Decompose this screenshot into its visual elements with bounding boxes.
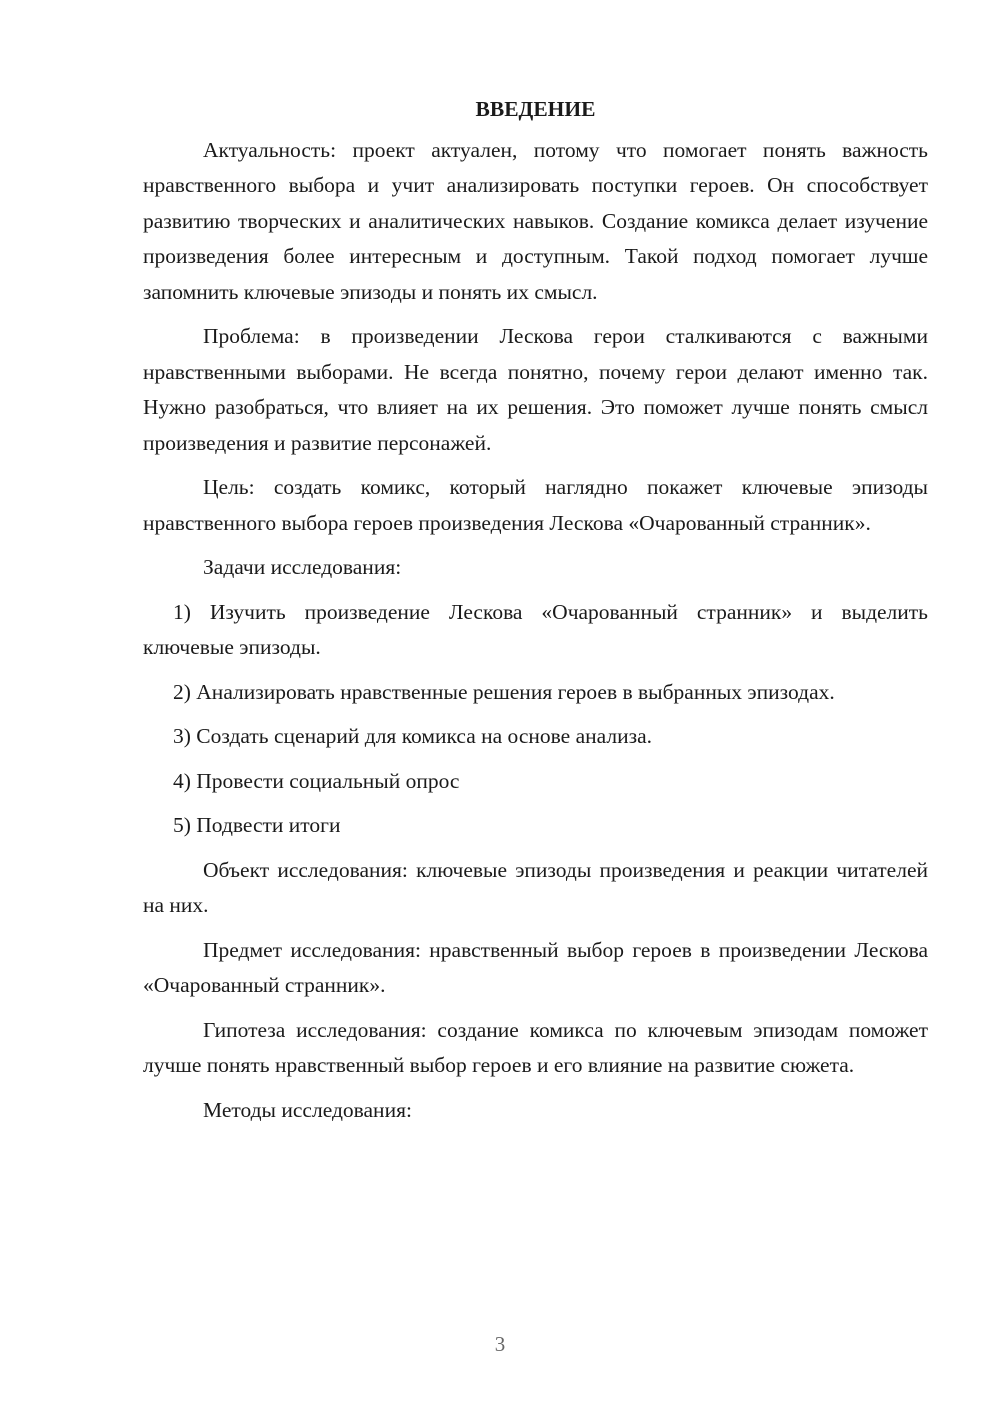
- paragraph-subject: Предмет исследования: нравственный выбор героев в произведении Лескова «Очарованный странник».: [143, 937, 928, 997]
- page-number: 3: [494, 1332, 506, 1356]
- task-item-3: 3) Создать сценарий для комикса на основе анализа.: [173, 724, 653, 748]
- paragraph-goal: Цель: создать комикс, который наглядно покажет ключевые эпизоды нравственного выбора героев произведения Лескова «Очарованный странник».: [143, 475, 928, 535]
- tasks-heading: Задачи исследования:: [203, 555, 402, 579]
- section-title: ВВЕДЕНИЕ: [475, 97, 596, 121]
- paragraph-hypothesis: Гипотеза исследования: создание комикса по ключевым эпизодам поможет лучше понять нравственный выбор героев и его влияние на развитие сюжета.: [143, 1017, 928, 1077]
- task-item-4: 4) Провести социальный опрос: [173, 768, 460, 793]
- paragraph-relevance: Актуальность: проект актуален, потому что помогает понять важность нравственного выбора и учит анализировать поступки героев. Он способствует развитию творческих и аналитических навыков. Создание комикса делает изучение произведения более интересным и доступным. Такой подход помогает лучше запомнить ключевые эпизоды и понять их смысл.: [143, 137, 928, 304]
- task-item-1: 1) Изучить произведение Лескова «Очарованный странник» и выделить ключевые эпизоды.: [143, 599, 928, 659]
- methods-heading: Методы исследования:: [203, 1097, 412, 1122]
- task-item-2: 2) Анализировать нравственные решения героев в выбранных эпизодах.: [173, 679, 835, 704]
- document-page: [143, 92, 928, 1137]
- task-item-5: 5) Подвести итоги: [173, 813, 341, 837]
- paragraph-object: Объект исследования: ключевые эпизоды произведения и реакции читателей на них.: [143, 857, 928, 917]
- paragraph-problem: Проблема: в произведении Лескова герои сталкиваются с важными нравственными выборами. Не всегда понятно, почему герои делают именно так. Нужно разобраться, что влияет на их решения. Это поможет лучше понять смысл произведения и развитие персонажей.: [143, 324, 928, 455]
